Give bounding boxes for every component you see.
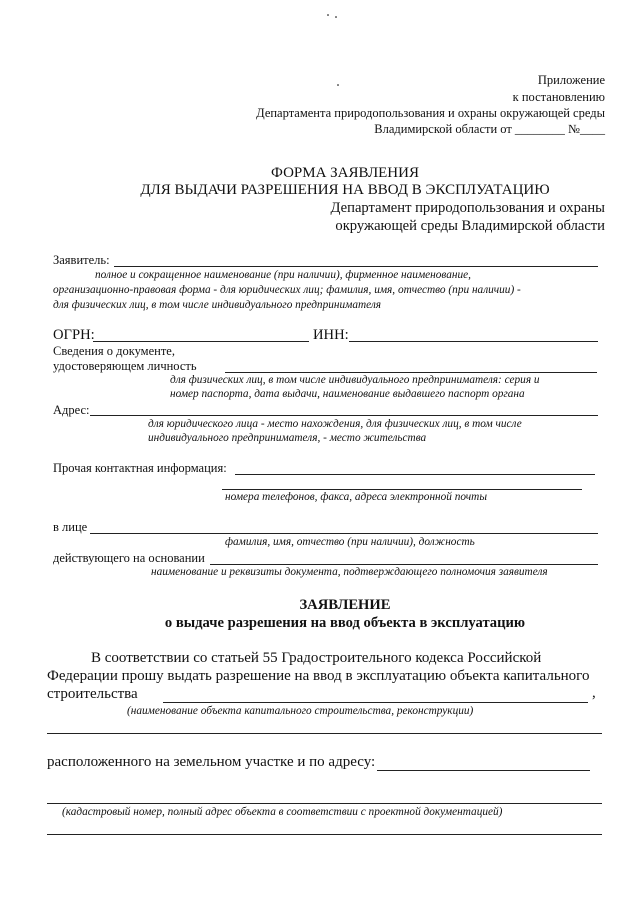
object-name-hint: (наименование объекта капитального строительства, реконструкции) [127,705,474,717]
address-label: Адрес: [53,403,90,417]
recipient-line2: окружающей среды Владимирской области [335,218,605,234]
header-appendix: Приложение [537,73,605,87]
applicant-field[interactable] [114,266,598,267]
object-name-field[interactable] [163,702,588,703]
applicant-label: Заявитель: [53,253,110,267]
representative-label: в лице [53,520,88,534]
location-field-3[interactable] [47,834,602,835]
ogrn-label: ОГРН: [53,327,95,343]
applicant-hint-1: полное и сокращенное наименование (при наличии), фирменное наименование, [95,269,472,281]
address-hint-1: для юридического лица - место нахождения, для физических лиц, в том числе [148,418,522,430]
document-label-1: Сведения о документе, [53,344,175,358]
inn-label: ИНН: [313,327,349,343]
applicant-hint-3: для физических лиц, в том числе индивидуального предпринимателя [53,299,382,311]
document-field[interactable] [225,372,597,373]
contact-hint: номера телефонов, факса, адреса электронной почты [225,491,487,503]
location-label: расположенного на земельном участке и по адресу: [47,754,376,770]
document-hint-1: для физических лиц, в том числе индивидуального предпринимателя: серия и [170,374,540,386]
object-name-field-2[interactable] [47,733,602,734]
header-resolution: к постановлению [512,90,605,104]
recipient-line1: Департамент природопользования и охраны [330,200,605,216]
basis-field[interactable] [210,564,598,565]
scan-speck [335,16,337,18]
header-department: Департамента природопользования и охраны окружающей среды [256,106,605,120]
statement-para-line2: Федерации прошу выдать разрешение на ввод в эксплуатацию объекта капитального [47,668,590,684]
contact-field-1[interactable] [235,474,595,475]
contact-field-2[interactable] [222,489,582,490]
representative-field[interactable] [90,533,598,534]
form-title-line2: ДЛЯ ВЫДАЧИ РАЗРЕШЕНИЯ НА ВВОД В ЭКСПЛУАТАЦИЮ [140,182,550,198]
inn-field[interactable] [349,341,598,342]
location-field-2[interactable] [47,803,602,804]
cadastral-hint: (кадастровый номер, полный адрес объекта в соответствии с проектной документацией) [62,806,503,818]
statement-para-line3: строительства [47,686,138,702]
location-field[interactable] [377,770,590,771]
representative-hint: фамилия, имя, отчество (при наличии), должность [225,536,475,548]
address-hint-2: индивидуального предпринимателя, - место жительства [148,432,427,444]
form-title-line1: ФОРМА ЗАЯВЛЕНИЯ [271,165,419,181]
statement-subtitle: о выдаче разрешения на ввод объекта в эксплуатацию [164,615,526,631]
basis-label: действующего на основании [53,551,205,565]
basis-hint: наименование и реквизиты документа, подтверждающего полномочия заявителя [151,566,548,578]
ogrn-field[interactable] [93,341,309,342]
contact-label: Прочая контактная информация: [53,461,227,475]
scan-speck [327,14,329,16]
statement-para-line1: В соответствии со статьей 55 Градостроительного кодекса Российской [91,650,542,666]
address-field[interactable] [90,415,598,416]
header-region-date: Владимирской области от ________ №____ [374,122,605,136]
applicant-hint-2: организационно-правовая форма - для юридических лиц; фамилия, имя, отчество (при наличии) - [53,284,521,296]
document-hint-2: номер паспорта, дата выдачи, наименование выдавшего паспорт органа [170,388,525,400]
object-name-comma: , [592,685,596,701]
scan-speck [337,84,339,86]
statement-title: ЗАЯВЛЕНИЕ [299,597,391,613]
document-label-2: удостоверяющем личность [53,359,197,373]
